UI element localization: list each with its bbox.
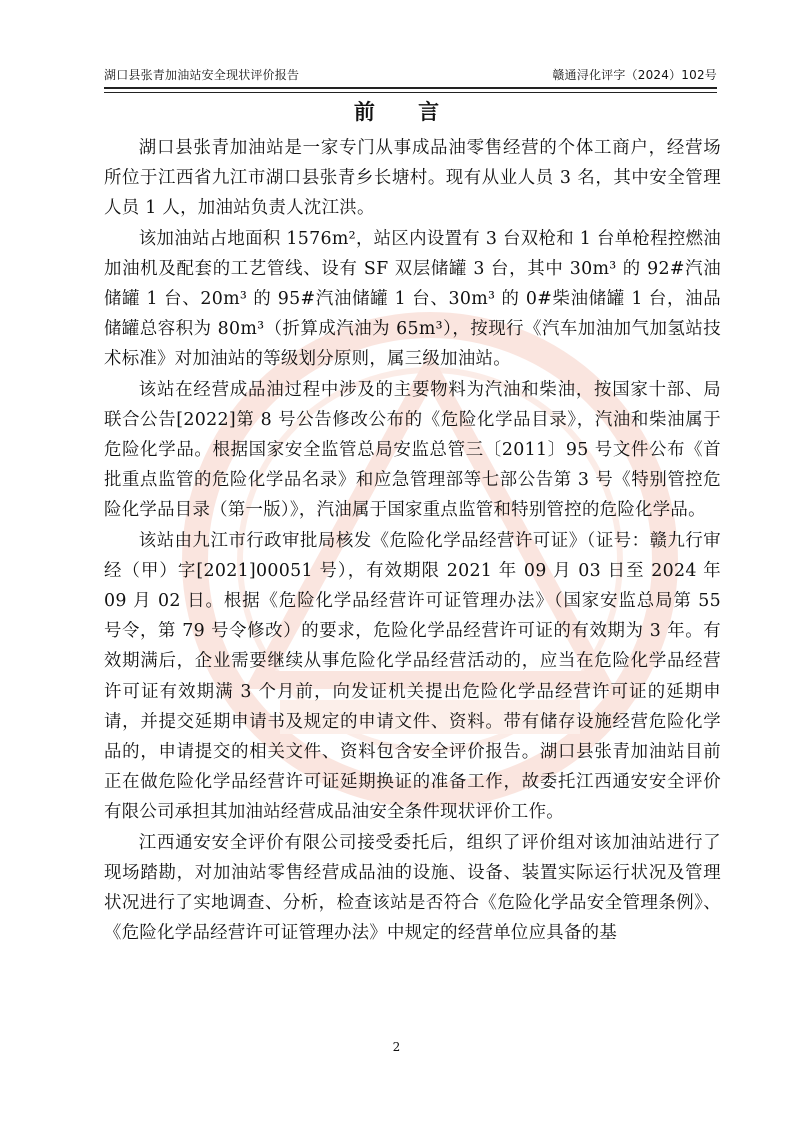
paragraph-2: 该加油站占地面积 1576m²，站区内设置有 3 台双枪和 1 台单枪程控燃油加油机及配套的工艺管线、设有 SF 双层储罐 3 台，其中 30m³ 的 92#汽油储罐 1 台、20m³ 的 95#汽油储罐 1 台、30m³ 的 0#柴油储罐 1 台，油品储罐总容积为 80m³（折算成汽油为 65m³），按现行《汽车加油加气加氢站技术标准》对加油站的等级划分原则，属三级加油站。 [104,228,721,370]
header-report-number: 赣通浔化评字（2024）102号 [552,68,717,82]
paragraph-5: 江西通安安全评价有限公司接受委托后，组织了评价组对该加油站进行了现场踏勘，对加油站零售经营成品油的设施、设备、装置实际运行状况及管理状况进行了实地调查、分析，检查该站是否符合《危险化学品安全管理条例》、《危险化学品经营许可证管理办法》中规定的经营单位应具备的基 [104,832,721,944]
paragraph-4: 该站由九江市行政审批局核发《危险化学品经营许可证》（证号：赣九行审经（甲）字[2021]00051 号），有效期限 2021 年 09 月 03 日至 2024 年 09 月 02 日。根据《危险化学品经营许可证管理办法》（国家安监总局第 55 号令，第 79 号令修改）的要求，危险化学品经营许可证的有效期为 3 年。有效期满后，企业需要继续从事危险化学品经营活动的，应当在危险化学品经营许可证有效期满 3 个月前，向发证机关提出危险化学品经营许可证的延期申请，并提交延期申请书及规定的申请文件、资料。带有储存设施经营危险化学品的，申请提交的相关文件、资料包含安全评价报告。湖口县张青加油站目前正在做危险化学品经营许可证延期换证的准备工作，故委托江西通安安全评价有限公司承担其加油站经营成品油安全条件现状评价工作。 [104,530,721,823]
header-report-title: 湖口县张青加油站安全现状评价报告 [104,68,300,82]
page-header [104,66,717,89]
paragraph-1: 湖口县张青加油站是一家专门从事成品油零售经营的个体工商户，经营场所位于江西省九江市湖口县张青乡长塘村。现有从业人员 3 名，其中安全管理人员 1 人，加油站负责人沈江洪。 [104,138,721,219]
page-title: 前 言 [353,99,458,124]
paragraph-3: 该站在经营成品油过程中涉及的主要物料为汽油和柴油，按国家十部、局联合公告[2022]第 8 号公告修改公布的《危险化学品目录》，汽油和柴油属于危险化学品。根据国家安全监管总局安监总管三〔2011〕95 号文件公布《首批重点监管的危险化学品名录》和应急管理部等七部公告第 3 号《特别管控危险化学品目录（第一版）》，汽油属于国家重点监管和特别管控的危险化学品。 [104,379,721,521]
document-body [104,133,721,948]
page-number: 2 [392,1040,401,1054]
